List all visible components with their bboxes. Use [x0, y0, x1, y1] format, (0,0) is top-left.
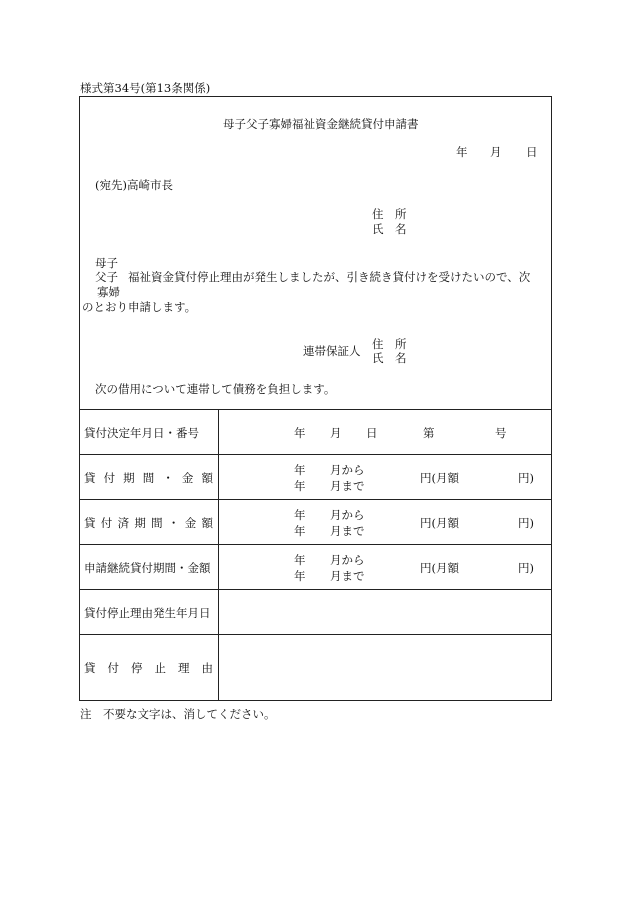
row-divider — [79, 589, 552, 590]
guarantor-label: 連帯保証人 — [303, 344, 361, 358]
decision-go: 号 — [495, 426, 507, 440]
row-divider — [79, 544, 552, 545]
form-title: 母子父子寡婦福祉資金継続貸付申請書 — [223, 117, 419, 131]
row-divider — [79, 634, 552, 635]
label-char: 由 — [201, 661, 213, 675]
completed-from-year: 年 — [294, 508, 306, 522]
decision-year: 年 — [294, 426, 306, 440]
label-char: 付 — [103, 471, 116, 485]
addressee: (宛先)高崎市長 — [95, 178, 173, 192]
label-char: 付 — [107, 661, 119, 675]
period-to-text: 月まで — [330, 479, 365, 493]
continued-yen: 円(月額 — [420, 561, 459, 575]
label-char: 額 — [201, 516, 213, 530]
label-char: 付 — [100, 516, 113, 530]
label-decision: 貸付決定年月日・番号 — [84, 426, 199, 440]
guarantee-statement: 次の借用について連帯して債務を負担します。 — [95, 382, 336, 396]
row-divider — [79, 499, 552, 500]
label-char: ・ — [162, 471, 174, 485]
completed-to-text: 月まで — [330, 524, 365, 538]
guarantor-address-label: 住 所 — [372, 337, 407, 351]
completed-yen-end: 円) — [518, 516, 534, 530]
period-from-year: 年 — [294, 463, 306, 477]
body-line-2: のとおり申請します。 — [82, 300, 197, 314]
continued-from-text: 月から — [330, 553, 365, 567]
option-kafu: 寡婦 — [97, 285, 120, 299]
label-char: 済 — [117, 516, 130, 530]
applicant-name-label: 氏 名 — [372, 222, 407, 236]
decision-month: 月 — [330, 426, 342, 440]
label-char: 貸 — [84, 661, 96, 675]
row-divider — [79, 454, 552, 455]
date-month: 月 — [490, 145, 502, 159]
continued-to-text: 月まで — [330, 569, 365, 583]
label-stop-date: 貸付停止理由発生年月日 — [84, 606, 211, 620]
completed-from-text: 月から — [330, 508, 365, 522]
label-continued: 申請継続貸付期間・金額 — [84, 561, 211, 575]
period-to-year: 年 — [294, 479, 306, 493]
form-number: 様式第34号(第13条関係) — [80, 81, 211, 95]
label-char: 金 — [184, 516, 197, 530]
label-char: 期 — [123, 471, 135, 485]
period-from-text: 月から — [330, 463, 365, 477]
option-boshi: 母子 — [95, 256, 118, 270]
guarantor-name-label: 氏 名 — [372, 351, 407, 365]
label-char: 貸 — [84, 516, 96, 530]
label-char: 間 — [142, 471, 155, 485]
label-char: 額 — [201, 471, 213, 485]
decision-dai: 第 — [423, 426, 435, 440]
continued-yen-end: 円) — [518, 561, 534, 575]
label-char: 理 — [178, 661, 190, 675]
label-char: 期 — [134, 516, 146, 530]
label-period-amount — [84, 470, 213, 486]
option-fushi: 父子 — [95, 270, 118, 284]
completed-to-year: 年 — [294, 524, 306, 538]
footnote: 注 不要な文字は、消してください。 — [80, 707, 276, 721]
column-divider — [218, 409, 219, 701]
label-stop-reason — [84, 660, 213, 676]
body-line-1: 福祉資金貸付停止理由が発生しましたが、引き続き貸付けを受けたいので、次 — [128, 270, 531, 284]
label-char: ・ — [167, 516, 180, 530]
period-yen: 円(月額 — [420, 471, 459, 485]
date-day: 日 — [526, 145, 538, 159]
label-char: 止 — [154, 661, 166, 675]
date-year: 年 — [456, 145, 468, 159]
row-divider — [79, 409, 552, 410]
continued-from-year: 年 — [294, 553, 306, 567]
completed-yen: 円(月額 — [420, 516, 459, 530]
input-stop-date[interactable] — [220, 591, 550, 633]
input-stop-reason[interactable] — [220, 636, 550, 699]
label-char: 間 — [151, 516, 163, 530]
label-char: 停 — [131, 661, 143, 675]
label-char: 貸 — [84, 471, 96, 485]
label-completed — [84, 515, 213, 531]
applicant-address-label: 住 所 — [372, 207, 407, 221]
label-char: 金 — [181, 471, 194, 485]
decision-day: 日 — [366, 426, 378, 440]
continued-to-year: 年 — [294, 569, 306, 583]
period-yen-end: 円) — [518, 471, 534, 485]
